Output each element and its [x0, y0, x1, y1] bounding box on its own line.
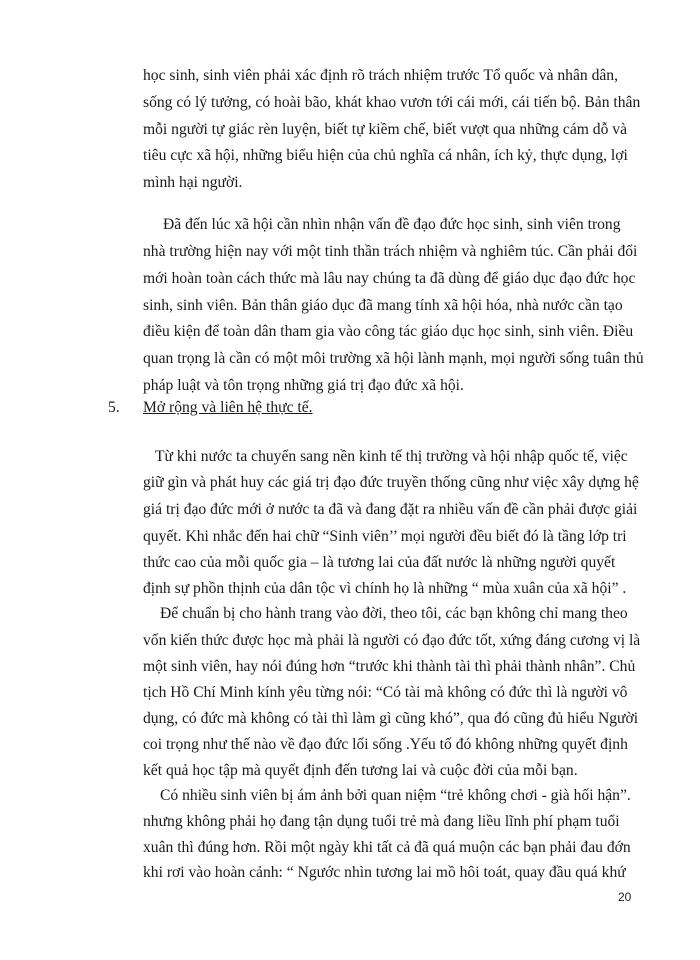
text-line: giữ gìn và phát huy các giá trị đạo đức truyền thống cũng như việc xây dựng hệ	[143, 474, 639, 491]
text-line: xuân thì đúng hơn. Rồi một ngày khi tất cả đã quá muộn các bạn phải đau đớn	[143, 839, 631, 856]
page-number: 20	[618, 890, 632, 904]
text-line: một sinh viên, hay nói đúng hơn “trước khi thành tài thì phải thành nhân”. Chủ	[143, 658, 636, 675]
text-line: thức cao của mỗi quốc gia – là tương lai của đất nước là những người quyết	[143, 554, 616, 571]
text-line: định sự phồn thịnh của dân tộc vì chính họ là những “ mùa xuân của xã hội” .	[143, 580, 627, 597]
text-line: kết quả học tập mà quyết định đến tương lai và cuộc đời của mỗi bạn.	[143, 762, 578, 779]
text-line: vốn kiến thức được học mà phải là người có đạo đức tốt, xứng đáng cương vị là	[143, 632, 641, 649]
text-line: Đã đến lúc xã hội cần nhìn nhận vấn đề đạo đức học sinh, sinh viên trong	[163, 216, 621, 233]
text-line: Để chuẩn bị cho hành trang vào đời, theo tôi, các bạn không chỉ mang theo	[160, 605, 628, 622]
section-number: 5.	[108, 399, 120, 416]
text-line: sống có lý tưởng, có hoài bão, khát khao vươn tới cái mới, cái tiến bộ. Bản thân	[143, 94, 641, 111]
text-line: tịch Hồ Chí Minh kính yêu từng nói: “Có tài mà không có đức thì là người vô	[143, 684, 628, 701]
text-line: nhưng không phải họ đang tận dụng tuổi trẻ mà đang liều lĩnh phí phạm tuổi	[143, 813, 620, 830]
text-line: mỗi người tự giác rèn luyện, biết tự kiềm chế, biết vượt qua những cám dỗ và	[143, 121, 628, 138]
text-line: giá trị đạo đức mới ở nước ta đã và đang đặt ra nhiều vấn đề cần phải được giải	[143, 501, 638, 518]
text-line: quyết. Khi nhắc đến hai chữ “Sinh viên’’ mọi người đều biết đó là tầng lớp tri	[143, 528, 627, 545]
text-line: quan trọng là cần có một môi trường xã hội lành mạnh, mọi người sống tuân thủ	[143, 350, 644, 367]
text-line: mới hoàn toàn cách thức mà lâu nay chúng ta đã dùng để giáo dục đạo đức học	[143, 270, 636, 287]
text-line: sinh, sinh viên. Bản thân giáo dục đã mang tính xã hội hóa, nhà nước cần tạo	[143, 297, 623, 314]
text-line: pháp luật và tôn trọng những giá trị đạo đức xã hội.	[143, 377, 464, 394]
text-line: mình hại người.	[143, 174, 243, 191]
text-line: học sinh, sinh viên phải xác định rõ trách nhiệm trước Tổ quốc và nhân dân,	[143, 67, 619, 84]
text-line: điều kiện để toàn dân tham gia vào công tác giáo dục học sinh, sinh viên. Điều	[143, 323, 634, 340]
text-line: coi trọng như thế nào về đạo đức lối sống .Yếu tố đó không những quyết định	[143, 736, 628, 753]
text-line: tiêu cực xã hội, những biểu hiện của chủ nghĩa cá nhân, ích kỷ, thực dụng, lợi	[143, 147, 628, 164]
section-title: Mở rộng và liên hệ thực tế.	[143, 399, 313, 416]
text-line: khi rơi vào hoàn cảnh: “ Ngước nhìn tương lai mồ hôi toát, quay đầu quá khứ	[143, 864, 626, 881]
text-line: dụng, có đức mà không có tài thì làm gì cũng khó”, qua đó cũng đủ hiểu Người	[143, 710, 639, 727]
text-line: Từ khi nước ta chuyển sang nền kinh tế thị trường và hội nhập quốc tế, việc	[155, 448, 628, 465]
text-line: nhà trường hiện nay với một tinh thần trách nhiệm và nghiêm túc. Cần phải đổi	[143, 243, 638, 260]
text-line: Có nhiều sinh viên bị ám ảnh bởi quan niệm “trẻ không chơi - già hối hận”.	[160, 787, 631, 804]
